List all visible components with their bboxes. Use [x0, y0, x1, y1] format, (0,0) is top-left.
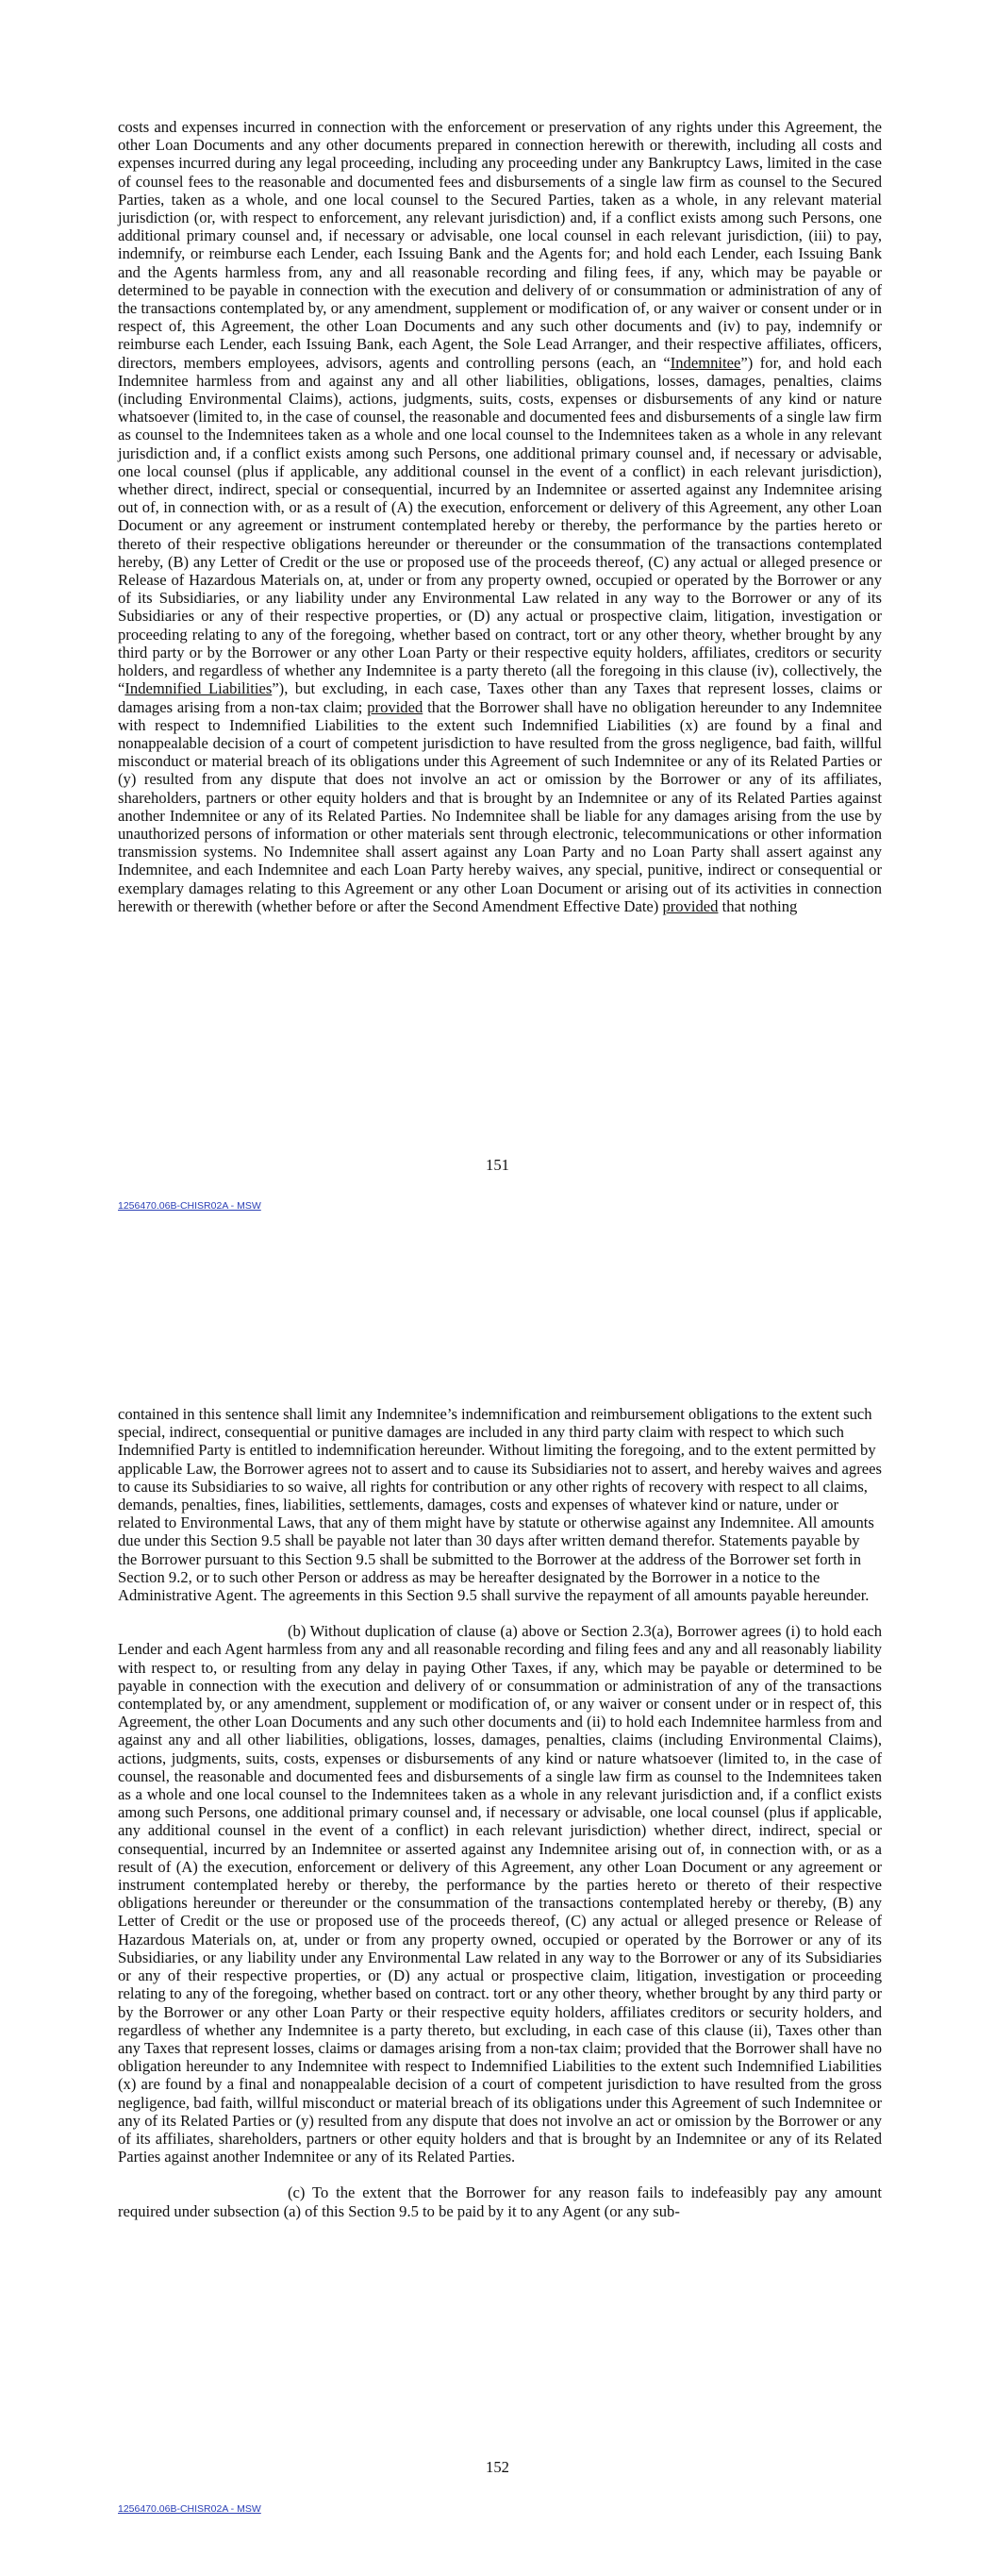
document-id-footer[interactable]: 1256470.06B-CHISR02A - MSW: [118, 2503, 261, 2515]
proviso-term: provided: [367, 697, 423, 716]
page-number: 152: [486, 2458, 509, 2476]
paragraph-clause-b: (b) Without duplication of clause (a) above or Section 2.3(a), Borrower agrees (i) to hold each Lender and each Agent harmless from any and all reasonable recording and filing fees and any and all reasonably liability with respect to, or resulting from any delay in paying Other Taxes, if any, which may be payable or determined to be payable in connection with the execution and delivery of or consummation or administration of any of the transactions contemplated by, or any amendment, supplement or modification of, or any waiver or consent under or in respect of, this Agreement, the other Loan Documents and any such other documents and (ii) to hold each Indemnitee harmless from and against any and all other liabilities, obligations, losses, damages, penalties, claims (including Environmental Claims), actions, judgments, suits, costs, expenses or disbursements of any kind or nature whatsoever (limited to, in the case of counsel, the reasonable and documented fees and disbursements of a single law firm as counsel to the Indemnitees taken as a whole and one local counsel to the Indemnitees taken as a whole in any relevant jurisdiction and, if a conflict exists among such Persons, one additional primary counsel and, if necessary or advisable, one local counsel (plus if applicable, any additional counsel in the event of a conflict) in each relevant jurisdiction) whether direct, indirect, special or consequential, incurred by an Indemnitee or asserted against any Indemnitee arising out of, in connection with, or as a result of (A) the execution, enforcement or delivery of this Agreement, any other Loan Document or any agreement or instrument contemplated hereby or thereby, the performance by the parties hereto or thereto of their respective obligations hereunder or thereunder or the consummation of the transactions contemplated hereby or thereby, (B) any Letter of Credit or the use or proposed use of the proceeds thereof, (C) any actual or alleged presence or Release of Hazardous Materials on, at, under or from any property owned, occupied or operated by the Borrower or any of its Subsidiaries, or any liability under any Environmental Law related in any way to the Borrower or any of its Subsidiaries or any of their respective properties, or (D) any actual or prospective claim, litigation, investigation or proceeding relating to any of the foregoing, whether based on contract. tort or any other theory, whether brought by any third party or by the Borrower or any other Loan Party or their respective equity holders, affiliates creditors or security holders, and regardless of whether any Indemnitee is a party thereto, but excluding, in each case of this clause (ii), Taxes other than any Taxes that represent losses, claims or damages arising from a non-tax claim; provided that the Borrower shall have no obligation hereunder to any Indemnitee with respect to Indemnified Liabilities to the extent such Indemnified Liabilities (x) are found by a final and nonappealable decision of a court of competent jurisdiction to have resulted from the gross negligence, bad faith, willful misconduct or material breach of its obligations under this Agreement of such Indemnitee or any of its Related Parties or (y) resulted from any dispute that does not involve an act or omission by the Borrower or any of its affiliates, shareholders, partners or other equity holders and that is brought by an Indemnitee or any of its Related Parties against another Indemnitee or any of its Related Parties.: [118, 1622, 882, 2166]
document-id-footer[interactable]: 1256470.06B-CHISR02A - MSW: [118, 1200, 261, 1212]
page-number: 151: [486, 1156, 509, 1174]
paragraph-continuation: contained in this sentence shall limit any Indemnitee’s indemnification and reimbursement obligations to the extent such special, indirect, consequential or punitive damages are included in any third party claim with respect to which such Indemnified Party is entitled to indemnification hereunder. Without limiting the foregoing, and to the extent permitted by applicable Law, the Borrower agrees not to assert and to cause its Subsidiaries not to assert, and hereby waives and agrees to cause its Subsidiaries to so waive, all rights for contribution or any other rights of recovery with respect to all claims, demands, penalties, fines, liabilities, settlements, damages, costs and expenses of whatever kind or nature, under or related to Environmental Laws, that any of them might have by statute or otherwise against any Indemnitee. All amounts due under this Section 9.5 shall be payable not later than 30 days after written demand therefor. Statements payable by the Borrower pursuant to this Section 9.5 shall be submitted to the Borrower at the address of the Borrower set forth in Section 9.2, or to such other Person or address as may be hereafter designated by the Borrower in a notice to the Administrative Agent. The agreements in this Section 9.5 shall survive the repayment of all amounts payable hereunder.: [118, 1405, 882, 1605]
proviso-term: provided: [662, 896, 719, 915]
paragraph-indemnification-a: costs and expenses incurred in connection with the enforcement or preservation of any rights under this Agreement, the other Loan Documents and any other documents prepared in connection herewith or therewith, including all costs and expenses incurred during any legal proceeding, including any proceeding under any Bankruptcy Laws, limited in the case of counsel fees to the reasonable and documented fees and disbursements of a single law firm as counsel to the Secured Parties, taken as a whole, and one local counsel to the Secured Parties, taken as a whole, in any relevant material jurisdiction (or, with respect to enforcement, any relevant jurisdiction) and, if a conflict exists among such Persons, one additional primary counsel and, if necessary or advisable, one local counsel in each relevant jurisdiction, (iii) to pay, indemnify, or reimburse each Lender, each Issuing Bank and the Agents for; and hold each Lender, each Issuing Bank and the Agents harmless from, any and all reasonable recording and filing fees, if any, which may be payable or determined to be payable in connection with the execution and delivery of or consummation or administration of any of the transactions contemplated by, or any amendment, supplement or modification of, or any waiver or consent under or in respect of, this Agreement, the other Loan Documents and any such other documents and (iv) to pay, indemnify or reimburse each Lender, each Issuing Bank, each Agent, the Sole Lead Arranger, and their respective affiliates, officers, directors, members employees, advisors, agents and controlling persons (each, an “Indemnitee”) for, and hold each Indemnitee harmless from and against any and all other liabilities, obligations, losses, damages, penalties, claims (including Environmental Claims), actions, judgments, suits, costs, expenses or disbursements of any kind or nature whatsoever (limited to, in the case of counsel, the reasonable and documented fees and disbursements of a single law firm as counsel to the Indemnitees taken as a whole and one local counsel to the Indemnitees taken as a whole in any relevant jurisdiction and, if a conflict exists among such Persons, one additional primary counsel and, if necessary or advisable, one local counsel (plus if applicable, any additional counsel in the event of a conflict) in each relevant jurisdiction), whether direct, indirect, special or consequential, incurred by an Indemnitee or asserted against any Indemnitee arising out of, in connection with, or as a result of (A) the execution, enforcement or delivery of this Agreement, any other Loan Document or any agreement or instrument contemplated hereby or thereby, the performance by the parties hereto or thereto of their respective obligations hereunder or thereunder or the consummation of the transactions contemplated hereby, (B) any Letter of Credit or the use or proposed use of the proceeds thereof, (C) any actual or alleged presence or Release of Hazardous Materials on, at, under or from any property owned, occupied or operated by the Borrower or any of its Subsidiaries, or any liability under any Environmental Law related in any way to the Borrower or any of its Subsidiaries or any of their respective properties, or (D) any actual or prospective claim, litigation, investigation or proceeding relating to any of the foregoing, whether based on contract, tort or any other theory, whether brought by any third party or by the Borrower or any other Loan Party or their respective equity holders, affiliates, creditors or security holders, and regardless of whether any Indemnitee is a party thereto (all the foregoing in this clause (iv), collectively, the “Indemnified Liabilities”), but excluding, in each case, Taxes other than any Taxes that represent losses, claims or damages arising from a non-tax claim; provided that the Borrower shall have no obligation hereunder to any Indemnitee with respect to Indemnified Liabilities to the extent such Indemnified Liabilities (x) are found by a final and nonappealable decision of a court of competent jurisdiction to have resulted from the gross negligence, bad faith, willful misconduct or material breach of its obligations under this Agreement of such Indemnitee or any of its Related Parties or (y) resulted from any dispute that does not involve an act or omission by the Borrower or any of its affiliates, shareholders, partners or other equity holders and that is brought by an Indemnitee or any of its Related Parties against another Indemnitee or any of its Related Parties. No Indemnitee shall be liable for any damages arising from the use by unauthorized persons of information or other materials sent through electronic, telecommunications or other information transmission systems. No Indemnitee shall assert against any Loan Party and no Loan Party shall assert against any Indemnitee, and each Indemnitee and each Loan Party hereby waives, any special, punitive, indirect or consequential or exemplary damages relating to this Agreement or any other Loan Document or arising out of its activities in connection herewith or therewith (whether before or after the Second Amendment Effective Date) provided that nothing: [118, 118, 883, 915]
page-body: [118, 1405, 882, 2220]
defined-term-indemnified-liabilities: Indemnified Liabilities: [124, 679, 273, 698]
page-body: [118, 118, 882, 915]
document-page-152: [0, 1288, 995, 2576]
paragraph-clause-c: (c) To the extent that the Borrower for any reason fails to indefeasibly pay any amount required under subsection (a) of this Section 9.5 to be paid by it to any Agent (or any sub-: [118, 2183, 882, 2220]
defined-term-indemnitee: Indemnitee: [670, 353, 741, 372]
